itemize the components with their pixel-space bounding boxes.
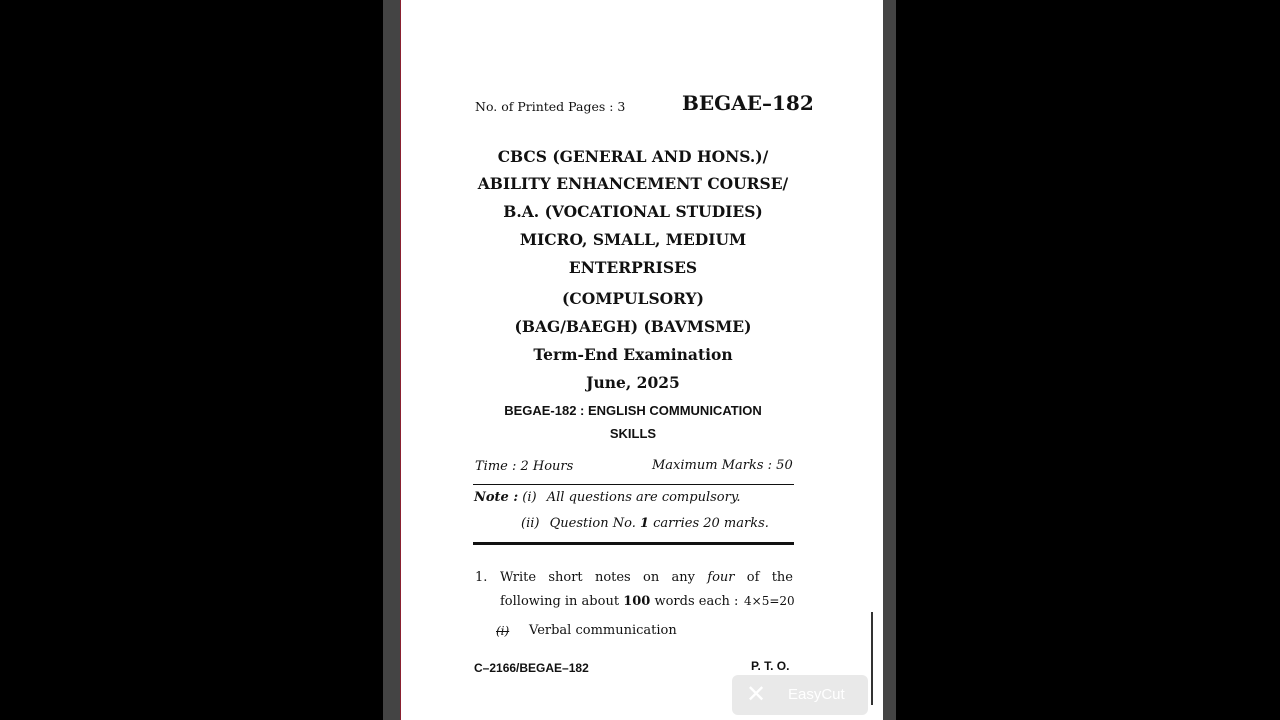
title-line: (BAG/BAEGH) (BAVMSME): [514, 317, 752, 336]
subject-line-2: SKILLS: [609, 426, 657, 441]
note-ii-bold: 1: [639, 516, 650, 531]
title-line: CBCS (GENERAL AND HONS.)/: [497, 147, 769, 166]
footer-pto: P. T. O.: [751, 659, 790, 673]
q1-text: Write short notes on any: [500, 570, 708, 585]
printed-pages: No. of Printed Pages : 3: [475, 99, 626, 114]
title-line: MICRO, SMALL, MEDIUM: [519, 230, 747, 249]
note-ii: [521, 516, 769, 531]
maximum-marks: Maximum Marks : 50: [652, 458, 793, 473]
question-marks: 4×5=20: [744, 594, 795, 608]
title-line: ENTERPRISES: [568, 258, 698, 277]
exam-time: Time : 2 Hours: [475, 459, 574, 474]
title-line: (COMPULSORY): [562, 289, 704, 308]
watermark-text: EasyCut: [788, 686, 845, 703]
q1-italic: four: [707, 570, 735, 585]
question-item: Verbal communication: [529, 623, 677, 638]
subject-line-1: BEGAE-182 : ENGLISH COMMUNICATION: [504, 403, 762, 418]
title-line: ABILITY ENHANCEMENT COURSE/: [477, 174, 789, 193]
margin-line: [871, 612, 873, 705]
footer-code: C–2166/BEGAE–182: [474, 661, 589, 675]
q1-line2-end: words each :: [650, 594, 739, 609]
paper-code: BEGAE–182: [682, 91, 814, 115]
item-number-struck: (i): [496, 624, 510, 638]
double-divider: [473, 542, 794, 545]
note-i-number: (i): [522, 490, 537, 505]
question-line-1: [500, 570, 793, 585]
note-label: Note :: [474, 490, 519, 505]
note-ii-text-end: carries 20 marks.: [649, 516, 769, 531]
question-number: 1.: [475, 570, 488, 585]
question-line-2: [500, 594, 738, 609]
q1-word-count: 100: [623, 594, 651, 609]
q1-text-end: of the: [734, 570, 793, 585]
watermark: [732, 675, 868, 715]
divider: [473, 484, 794, 485]
note-i: [474, 490, 741, 505]
note-i-text: All questions are compulsory.: [546, 490, 741, 505]
title-line: B.A. (VOCATIONAL STUDIES): [503, 202, 763, 221]
scissors-icon: ✕: [746, 681, 767, 708]
note-ii-text: Question No.: [549, 516, 640, 531]
title-line: Term-End Examination: [533, 345, 733, 364]
note-ii-number: (ii): [521, 516, 540, 531]
q1-line2-text: following in about: [500, 594, 624, 609]
title-line: June, 2025: [586, 373, 680, 392]
